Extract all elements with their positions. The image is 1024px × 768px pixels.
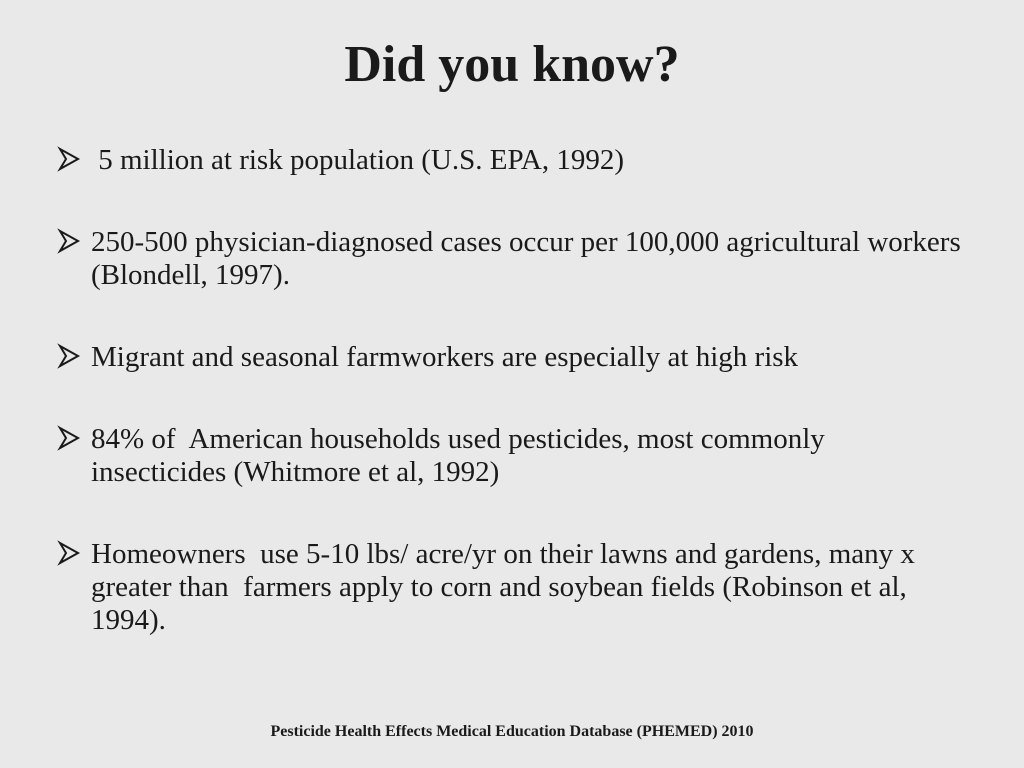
bullet-text: Homeowners use 5-10 lbs/ acre/yr on their lawns and gardens, many x greater than farmers apply to corn and soybean fields (Robinson et al, 1994). — [91, 538, 930, 636]
arrow-bullet-icon — [57, 146, 81, 172]
arrow-bullet-icon — [57, 540, 81, 566]
arrow-bullet-icon — [57, 425, 81, 451]
bullet-text: 84% of American households used pesticides, most commonly insecticides (Whitmore et al, 1992) — [91, 423, 833, 488]
slide-title: Did you know? — [344, 36, 680, 93]
slide-footer: Pesticide Health Effects Medical Education Database (PHEMED) 2010 — [270, 723, 754, 740]
bullet-item — [57, 341, 962, 374]
bullet-text: Migrant and seasonal farmworkers are especially at high risk — [91, 341, 799, 373]
bullet-item — [57, 144, 962, 177]
bullet-text: 250-500 physician-diagnosed cases occur per 100,000 agricultural workers (Blondell, 1997). — [91, 226, 961, 291]
arrow-bullet-icon — [57, 343, 81, 369]
arrow-bullet-icon — [57, 228, 81, 254]
bullet-item — [57, 423, 962, 489]
bullet-item — [57, 538, 962, 637]
bullet-item — [57, 226, 962, 292]
bullet-text: 5 million at risk population (U.S. EPA, 1992) — [91, 144, 625, 176]
